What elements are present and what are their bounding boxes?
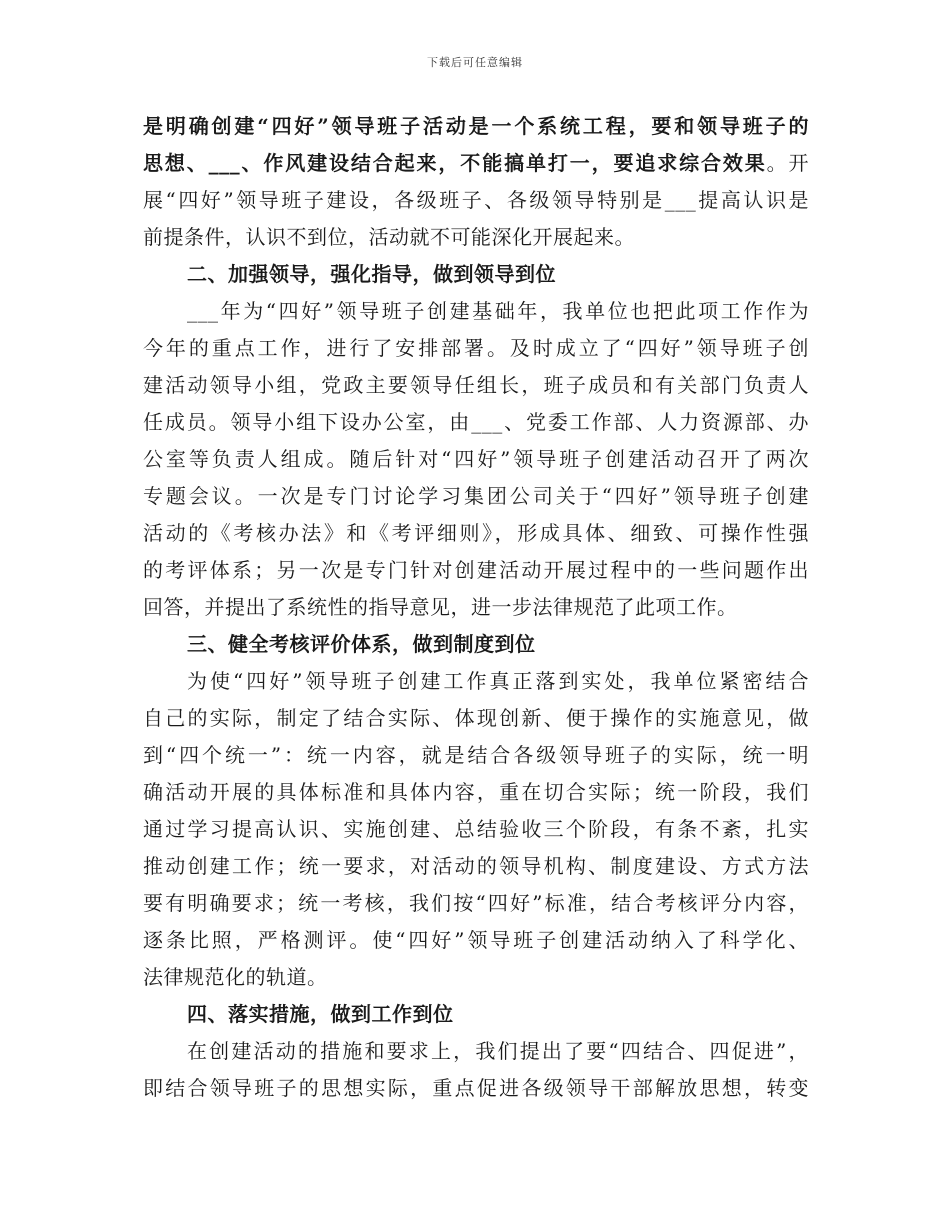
paragraph-2-line-1: ___年为“四好”领导班子创建基础年，我单位也把此项工作作为 <box>187 299 809 323</box>
paragraph-1-line-2 <box>143 145 809 182</box>
section-heading-2: 二、加强领导，强化指导，做到领导到位 <box>187 262 556 286</box>
paragraph-1-line-1: 是明确创建“四好”领导班子活动是一个系统工程，要和领导班子的 <box>143 114 809 138</box>
paragraph-2-line-9: 回答，并提出了系统性的指导意见，进一步法律规范了此项工作。 <box>143 595 738 619</box>
page-header: 下载后可任意编辑 <box>427 56 523 69</box>
paragraph-2-line-4: 任成员。领导小组下设办公室，由___、党委工作部、人力资源部、办 <box>143 410 809 434</box>
paragraph-3-line-4: 确活动开展的具体标准和具体内容，重在切合实际；统一阶段，我们 <box>143 780 809 804</box>
paragraph-3-line-2: 自己的实际，制定了结合实际、体现创新、便于操作的实施意见，做 <box>143 706 809 730</box>
paragraph-2-line-7: 活动的《考核办法》和《考评细则》，形成具体、细致、可操作性强 <box>143 521 809 545</box>
document-body <box>143 108 809 1107</box>
paragraph-2-line-2: 今年的重点工作，进行了安排部署。及时成立了“四好”领导班子创 <box>143 336 809 360</box>
paragraph-1-bold-text: 思想、___、作风建设结合起来，不能搞单打一，要追求综合效果 <box>143 151 767 175</box>
paragraph-2-line-3: 建活动领导小组，党政主要领导任组长，班子成员和有关部门负责人 <box>143 373 809 397</box>
section-heading-4: 四、落实措施，做到工作到位 <box>187 1002 454 1026</box>
paragraph-3-line-5: 通过学习提高认识、实施创建、总结验收三个阶段，有条不紊，扎实 <box>143 817 809 841</box>
paragraph-4-line-1: 在创建活动的措施和要求上，我们提出了要“四结合、四促进”， <box>187 1039 809 1063</box>
paragraph-4-line-2: 即结合领导班子的思想实际，重点促进各级领导干部解放思想，转变 <box>143 1076 809 1100</box>
paragraph-3-line-8: 逐条比照，严格测评。使“四好”领导班子创建活动纳入了科学化、 <box>143 928 809 952</box>
paragraph-3-line-3: 到“四个统一”：统一内容，就是结合各级领导班子的实际，统一明 <box>143 743 809 767</box>
paragraph-1-line-4: 前提条件，认识不到位，活动就不可能深化开展起来。 <box>143 225 635 249</box>
paragraph-2-line-6: 专题会议。一次是专门讨论学习集团公司关于“四好”领导班子创建 <box>143 484 809 508</box>
paragraph-2-line-5: 公室等负责人组成。随后针对“四好”领导班子创建活动召开了两次 <box>143 447 809 471</box>
paragraph-2-line-8: 的考评体系；另一次是专门针对创建活动开展过程中的一些问题作出 <box>143 558 809 582</box>
paragraph-3-line-1: 为使“四好”领导班子创建工作真正落到实处，我单位紧密结合 <box>187 669 809 693</box>
paragraph-3-line-6: 推动创建工作；统一要求，对活动的领导机构、制度建设、方式方法 <box>143 854 809 878</box>
paragraph-3-line-9: 法律规范化的轨道。 <box>143 965 328 989</box>
section-heading-3: 三、健全考核评价体系，做到制度到位 <box>187 632 536 656</box>
paragraph-1-text: 。开 <box>766 151 810 175</box>
paragraph-1-line-3: 展“四好”领导班子建设，各级班子、各级领导特别是___提高认识是 <box>143 188 809 212</box>
paragraph-3-line-7: 要有明确要求；统一考核，我们按“四好”标准，结合考核评分内容， <box>143 891 809 915</box>
